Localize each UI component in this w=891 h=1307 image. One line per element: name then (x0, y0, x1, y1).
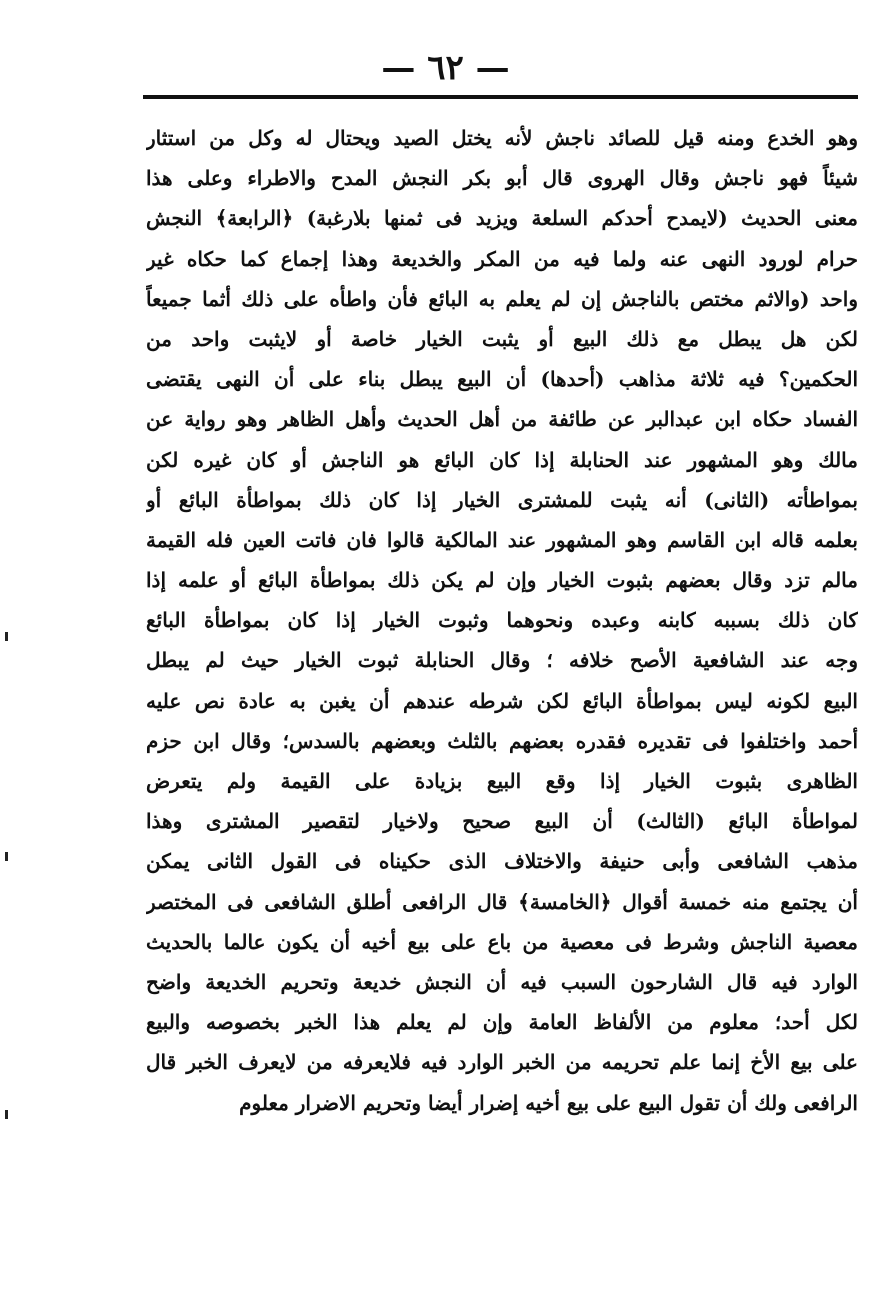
scan-speck (5, 1110, 8, 1119)
scan-speck (5, 632, 8, 641)
text-line: بمواطأته (الثانى) أنه يثبت للمشترى الخيار إذا كان ذلك بمواطأة البائع أو (146, 487, 858, 512)
text-line: كان ذلك بسببه كابنه وعبده ونحوهما وثبوت الخيار إذا كان بمواطأة البائع (146, 608, 858, 633)
page-number: — ٦٢ — (381, 48, 510, 88)
text-line: على بيع الأخ إنما علم تحريمه من الخبر الوارد فيه فلايعرفه من لايعرف الخبر قال (146, 1050, 858, 1075)
page-text (146, 118, 858, 1123)
scan-speck (5, 852, 8, 861)
text-line: وجه عند الشافعية الأصح خلافه ؛ وقال الحنابلة ثبوت الخيار حيث لم يبطل (146, 648, 858, 673)
text-line: مالك وهو المشهور عند الحنابلة إذا كان البائع هو الناجش أو كان غيره لكن (146, 447, 858, 472)
text-line: لمواطأة البائع (الثالث) أن البيع صحيح ولاخيار لتقصير المشترى وهذا (146, 809, 858, 834)
text-line: لكن هل يبطل مع ذلك البيع أو يثبت الخيار خاصة أو لايثبت واحد من (146, 326, 858, 351)
text-line: لكل أحد؛ معلوم من الألفاظ العامة وإن لم يعلم هذا الخبر بخصوصه والبيع (146, 1010, 858, 1035)
text-line: واحد (والاثم مختص بالناجش إن لم يعلم به البائع فأن واطأه على ذلك أثما جميعاً (146, 286, 858, 311)
text-line: الحكمين؟ فيه ثلاثة مذاهب (أحدها) أن البيع يبطل بناء على أن النهى يقتضى (146, 367, 858, 392)
text-line: الظاهرى بثبوت الخيار إذا وقع البيع بزيادة على القيمة ولم يتعرض (146, 769, 858, 793)
text-line: معصية الناجش وشرط فى معصية من باع على بيع أخيه أن يكون عالما بالحديث (146, 929, 858, 954)
text-line: الفساد حكاه ابن عبدالبر عن طائفة من أهل الحديث وأهل الظاهر وهو رواية عن (146, 407, 858, 432)
header-rule (143, 95, 858, 99)
text-line: أحمد واختلفوا فى تقديره فقدره بعضهم بالثلث وبعضهم بالسدس؛ وقال ابن حزم (146, 728, 858, 753)
text-line: وهو الخدع ومنه قيل للصائد ناجش لأنه يختل الصيد ويحتال له وكل من استثار (146, 126, 858, 150)
text-line: مذهب الشافعى وأبى حنيفة والاختلاف الذى حكيناه فى القول الثانى يمكن (146, 849, 858, 874)
text-line: الرافعى ولك أن تقول البيع على بيع أخيه إضرار أيضا وتحريم الاضرار معلوم (239, 1090, 858, 1115)
text-line: الوارد فيه قال الشارحون السبب فيه أن النجش خديعة وتحريم الخديعة واضح (146, 969, 858, 994)
text-line: أن يجتمع منه خمسة أقوال ﴿الخامسة﴾ قال الرافعى أطلق الشافعى فى المختصر (146, 889, 858, 914)
text-line: البيع لكونه ليس بمواطأة البائع لكن شرطه عندهم أن يغبن به عادة نص عليه (146, 688, 858, 713)
text-line: بعلمه قاله ابن القاسم وهو المشهور عند المالكية قالوا فان فاتت العين فله القيمة (146, 527, 858, 552)
text-line: مالم تزد وقال بعضهم بثبوت الخيار وإن لم يكن ذلك بمواطأة البائع أو علمه إذا (146, 568, 858, 593)
text-line: حرام لورود النهى عنه ولما فيه من المكر والخديعة وهذا إجماع كما حكاه غير (146, 246, 858, 271)
text-line: شيئاً فهو ناجش وقال الهروى قال أبو بكر النجش المدح والاطراء وعلى هذا (146, 166, 858, 191)
text-line: معنى الحديث (لايمدح أحدكم السلعة ويزيد فى ثمنها بلارغبة) ﴿الرابعة﴾ النجش (146, 206, 858, 231)
